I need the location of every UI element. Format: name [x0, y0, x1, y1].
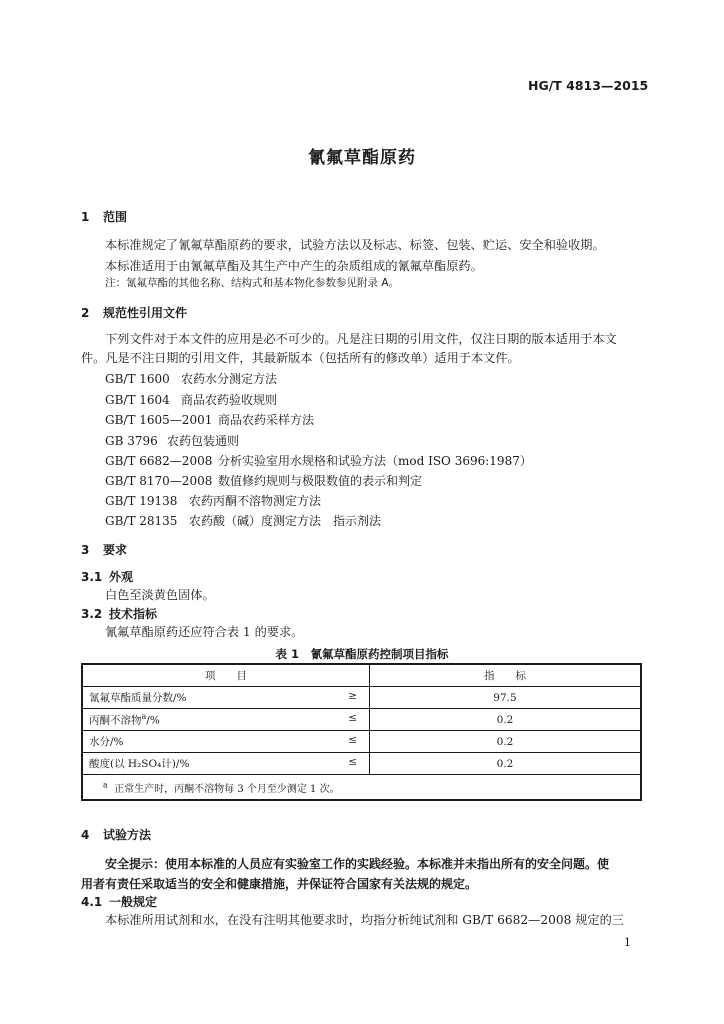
- row-value: 0.2: [370, 753, 642, 775]
- section-4-1-heading: [81, 893, 157, 910]
- section-2-paragraph-line-1: 下列文件对于本文件的应用是必不可少的。凡是注日期的引用文件，仅注日期的版本适用于本文: [105, 332, 617, 346]
- reference-code: GB 3796: [105, 434, 158, 448]
- section-3-1-paragraph: 白色至淡黄色固体。: [105, 588, 215, 602]
- section-number: 1: [81, 210, 90, 224]
- reference-item: [105, 370, 277, 387]
- reference-code: GB/T 19138: [105, 494, 178, 508]
- footnote-marker: a: [141, 711, 147, 721]
- footnote-marker: a: [103, 780, 108, 790]
- row-item: [82, 753, 370, 775]
- reference-code: GB/T 8170—2008: [105, 474, 213, 488]
- reference-title: 农药包装通则: [167, 434, 240, 448]
- reference-item: [105, 432, 239, 449]
- section-title: 技术指标: [109, 607, 158, 621]
- section-3-heading: [81, 541, 127, 558]
- table-caption: 表 1 氰氟草酯原药控制项目指标: [275, 647, 449, 661]
- reference-code: GB/T 1605—2001: [105, 413, 213, 427]
- safety-notice-line-2: 用者有责任采取适当的安全和健康措施，并保证符合国家有关法规的规定。: [81, 877, 478, 891]
- reference-item: [105, 512, 381, 529]
- item-label: 酸度(以 H₂SO₄计)/%: [89, 758, 190, 770]
- table-footnote-row: [82, 775, 641, 801]
- section-number: 3.1: [81, 570, 103, 584]
- reference-item: [105, 492, 321, 509]
- reference-title: 农药酸（碱）度测定方法 指示剂法: [189, 514, 382, 528]
- comparison-operator: ≤: [348, 712, 357, 724]
- section-title: 规范性引用文件: [103, 306, 188, 320]
- section-2-paragraph-line-2: 件。凡是不注日期的引用文件，其最新版本（包括所有的修改单）适用于本文件。: [81, 351, 520, 365]
- column-header-item: 项 目: [82, 664, 370, 687]
- row-value: 0.2: [370, 731, 642, 753]
- reference-title: 商品农药验收规则: [181, 393, 278, 407]
- row-item: [82, 709, 370, 731]
- section-number: 4.1: [81, 895, 103, 909]
- row-value: 0.2: [370, 709, 642, 731]
- section-number: 3.2: [81, 607, 103, 621]
- item-label: 丙酮不溶物: [89, 714, 142, 727]
- section-title: 外观: [109, 570, 134, 584]
- reference-title: 分析实验室用水规格和试验方法（mod ISO 3696:1987）: [218, 454, 532, 468]
- reference-title: 农药丙酮不溶物测定方法: [189, 494, 322, 508]
- reference-item: [105, 452, 532, 469]
- item-label-suffix: /%: [146, 714, 160, 727]
- standard-number: HG/T 4813—2015: [528, 78, 649, 93]
- section-3-1-heading: [81, 568, 133, 585]
- reference-title: 数值修约规则与极限数值的表示和判定: [218, 474, 423, 488]
- section-title: 一般规定: [109, 895, 158, 909]
- page-number: 1: [624, 936, 631, 949]
- section-3-2-heading: [81, 605, 157, 622]
- comparison-operator: ≥: [348, 690, 357, 702]
- safety-notice-line-1: 安全提示：使用本标准的人员应有实验室工作的实践经验。本标准并未指出所有的安全问题。使: [105, 857, 610, 871]
- reference-title: 农药水分测定方法: [181, 372, 278, 386]
- reference-code: GB/T 1600: [105, 372, 170, 386]
- spec-table: [81, 663, 642, 801]
- row-item: [82, 731, 370, 753]
- table-row: [82, 709, 641, 731]
- reference-item: [105, 411, 314, 428]
- table-row: [82, 753, 641, 775]
- table-header-row: [82, 664, 641, 687]
- section-1-note: 注：氰氟草酯的其他名称、结构式和基本物化参数参见附录 A。: [105, 277, 400, 289]
- reference-item: [105, 472, 422, 489]
- reference-item: [105, 391, 277, 408]
- section-title: 范围: [103, 210, 128, 224]
- section-title: 试验方法: [103, 828, 152, 842]
- table-footnote: [82, 775, 641, 801]
- reference-code: GB/T 6682—2008: [105, 454, 213, 468]
- section-number: 3: [81, 543, 90, 557]
- column-header-value: 指 标: [370, 664, 642, 687]
- section-4-heading: [81, 826, 151, 843]
- section-4-1-paragraph: 本标准所用试剂和水，在没有注明其他要求时，均指分析纯试剂和 GB/T 6682—2008 规定的三: [105, 913, 624, 927]
- comparison-operator: ≤: [348, 734, 357, 746]
- reference-code: GB/T 1604: [105, 393, 170, 407]
- row-value: 97.5: [370, 687, 642, 709]
- table-row: [82, 731, 641, 753]
- reference-title: 商品农药采样方法: [218, 413, 315, 427]
- document-title: 氰氟草酯原药: [308, 148, 416, 168]
- footnote-text: 正常生产时，丙酮不溶物每 3 个月至少测定 1 次。: [114, 783, 340, 795]
- row-item: [82, 687, 370, 709]
- section-1-paragraph-2: 本标准适用于由氰氟草酯及其生产中产生的杂质组成的氰氟草酯原药。: [105, 259, 483, 273]
- section-3-2-paragraph: 氰氟草酯原药还应符合表 1 的要求。: [105, 625, 304, 639]
- section-number: 4: [81, 828, 90, 842]
- item-label: 氰氟草酯质量分数/%: [89, 692, 187, 704]
- reference-code: GB/T 28135: [105, 514, 178, 528]
- table-row: [82, 687, 641, 709]
- section-2-heading: [81, 304, 187, 321]
- section-1-heading: [81, 208, 127, 225]
- section-number: 2: [81, 306, 90, 320]
- comparison-operator: ≤: [348, 756, 357, 768]
- section-1-paragraph-1: 本标准规定了氰氟草酯原药的要求，试验方法以及标志、标签、包装、贮运、安全和验收期。: [105, 238, 605, 252]
- section-title: 要求: [103, 543, 128, 557]
- item-label: 水分/%: [89, 736, 124, 748]
